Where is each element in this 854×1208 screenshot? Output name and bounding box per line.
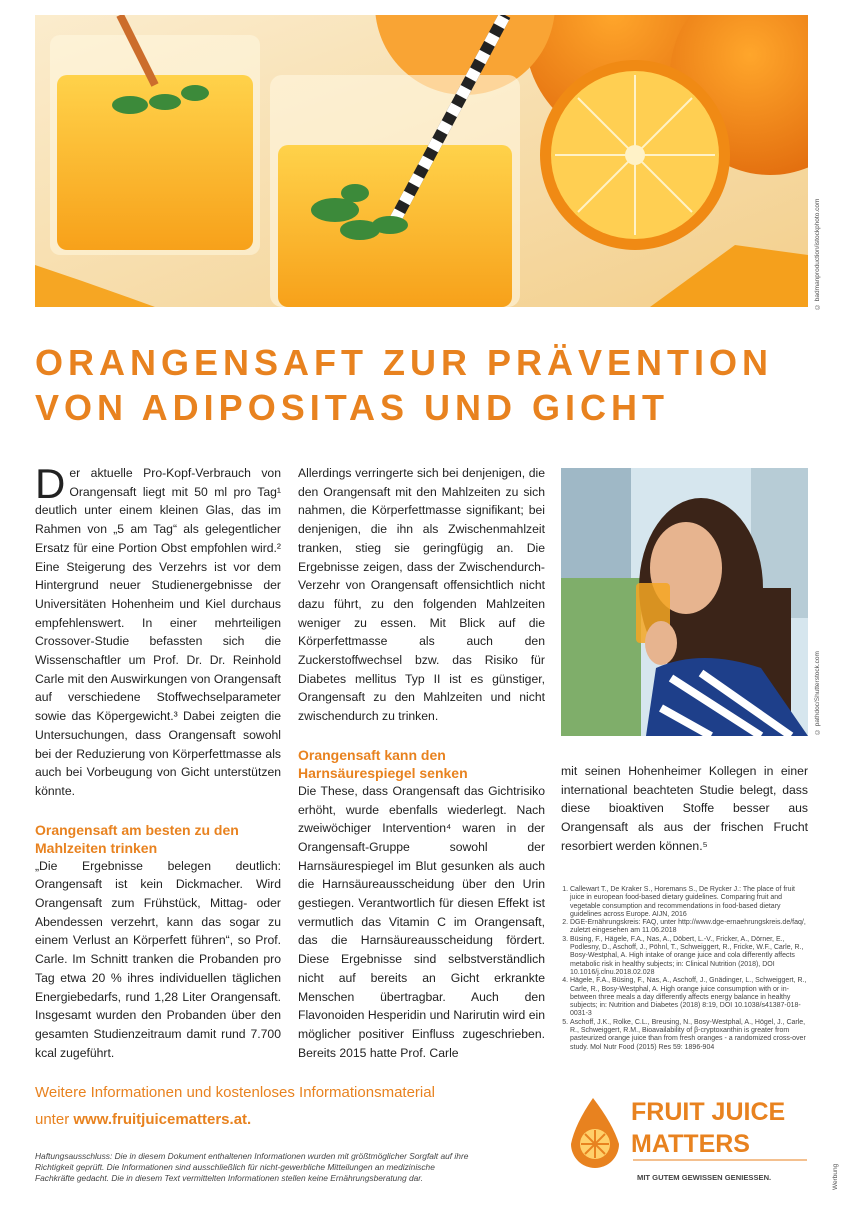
woman-illustration	[561, 468, 808, 736]
info-line: Weitere Informationen und kostenloses Informationsmaterial	[35, 1084, 435, 1101]
website-link[interactable]: www.fruitjuicematters.at.	[73, 1111, 252, 1128]
column-1	[35, 460, 281, 1062]
orange-drop-icon	[571, 1098, 619, 1168]
paragraph-bioaktiv: mit seinen Hohenheimer Kollegen in einer international beachteten Studie belegt, dass diese bioaktiven Stoffe besser aus Orangensaft als aus der frischen Frucht resorbiert werden können.⁵	[561, 764, 808, 853]
photo-credit: © pathdoc/Shutterstock.com	[814, 651, 821, 735]
drop-cap: D	[35, 460, 66, 507]
paragraph-mahlzeiten: „Die Ergebnisse belegen deutlich: Orangensaft ist kein Dickmacher. Wird Orangensaft zum Frühstück, Mittag- oder Abendessen verzehrt, kann das sogar zu einem Verlust an Körperfett führen“, so Prof. Carle. Im Schnitt tranken die Probanden pro Tag etwa 20 % ihres individuellen täglichen Energiebedarfs, rund 1,28 Liter Orangensaft. Insgesamt wurden den Probanden über den gesamten Studienzeitraum damit rund 7.700 kcal zugeführt.	[35, 858, 281, 1060]
column-3	[561, 762, 808, 856]
disclaimer: Haftungsausschluss: Die in diesem Dokument enthaltenen Informationen wurden mit größtmöglicher Sorgfalt auf ihre Richtigkeit geprüft. Die Informationen sind ausschließlich für nicht-gewerbliche Mitteilungen an medizinische Fachkräfte gedacht. Die in diesem Text vermittelten Informationen stellen keine Ernährungsberatung dar.	[35, 1151, 469, 1183]
reference-item: 4. Hägele, F.A., Büsing, F., Nas, A., Aschoff, J., Gnädinger, L., Schweiggert, R., Carle, R., Bosy-Westphal, A. High orange juice consumption with or in-between three meals a day differently affects energy balance in healthy subjects; in: Nutrition and Diabetes (2018) 8:19, DOI 10.1038/s41387-018-0031-3	[570, 977, 808, 1018]
paragraph-zwischenmahlzeit: Allerdings verringerte sich bei denjenigen, die den Orangensaft mit den Mahlzeiten zu sich nahmen, die Körperfettmasse signifikant; bei denjenigen, die ihn als Zwischenmahlzeit tranken, stieg sie geringfügig an. Die Ergebnisse zeigen, dass der Zwischendurch-Verzehr von Orangensaft offensichtlich nicht dazu führt, zu den folgenden Mahlzeiten weniger zu essen. Mit Blick auf die Körperfettmasse als auch den Zuckerstoffwechsel bzw. das Risiko für Diabetes mellitus Typ II ist es günstiger, Orangensaft zu den Mahlzeiten und nicht zwischendurch zu trinken.	[298, 466, 545, 724]
hero-credit: © badmanproduction/istockphoto.com	[814, 198, 821, 310]
reference-list	[561, 886, 808, 1052]
paragraph-gicht: Die These, dass Orangensaft das Gichtrisiko erhöht, wurde ebenfalls wiederlegt. Nach zweiwöchiger Intervention⁴ waren in der Orangensaft-Gruppe sowohl der Harnsäurespiegel im Blut gesunken als auch die Harnsäureausscheidung über den Urin gestiegen. Verantwortlich für diesen Effekt ist vermutlich das Vitamin C im Orangensaft, das die Harnsäureausscheidung fördert. Diese Ergebnisse sind selbstverständlich nicht auf bereits an Gicht erkrankte Menschen übertragbar. Auch den Flavonoiden Hesperidin und Narirutin wird ein möglicher positiver Einfluss zugeschrieben. Bereits 2015 hatte Prof. Carle	[298, 783, 545, 1060]
info-prefix: unter	[35, 1111, 70, 1128]
hero-illustration	[35, 15, 808, 307]
reference-item: 3. Büsing, F., Hägele, F.A., Nas, A., Döbert, L.-V., Fricker, A., Dörner, E., Podlesny, D., Aschoff, J., Pöhnl, T., Schweiggert, R., Fricke, W.F., Carle, R., Bosy-Westphal, A. High intake of orange juice and cola differently affects metabolic risk in healthy subjects; in: Clinical Nutrition (2018), DOI 10.1016/j.clnu.2018.02.028	[570, 936, 808, 977]
logo-line-2: MATTERS	[631, 1130, 750, 1158]
intro-text: er aktuelle Pro-Kopf-Verbrauch von Orangensaft liegt mit 50 ml pro Tag¹ deutlich unter einem kleinen Glas, das im Rahmen von „5 am Tag“ als gelegentlicher Ersatz für eine Portion Obst empfohlen wird.² Eine Steigerung des Verzehrs ist vor dem Hintergrund neuer Studienergebnisse der Universitäten Hohenheim und Kiel durchaus empfehlenswert. In einer mehrteiligen Crossover-Studie befassten sich die Wissenschaftler um Prof. Dr. Dr. Reinhold Carle mit den Auswirkungen von Orangensaft auf verschiedene Stoffwechselparameter sowie das Köpergewicht.³ Dabei zeigten die Untersuchungen, dass Orangensaft sowohl bei der Reduzierung von Körperfettmasse als auch bei Vorbeugung von Gicht unterstützen könnte.	[35, 466, 281, 798]
title-line-2: VON ADIPOSITAS UND GICHT	[35, 387, 670, 428]
logo-line-1: FRUIT JUICE	[631, 1098, 786, 1126]
column-2	[298, 464, 545, 1062]
reference-item: 2. DGE-Ernährungskreis: FAQ, unter http://www.dge-ernaehrungskreis.de/faq/, zuletzt eingesehen am 11.06.2018	[570, 919, 808, 936]
references	[561, 886, 808, 1052]
intro-paragraph	[35, 460, 281, 801]
woman-drinking-photo	[561, 468, 808, 736]
reference-item: 1. Callewart T., De Kraker S., Horemans S., De Rycker J.: The place of fruit juice in european food-based dietary guidelines. Comparing fruit and vegetable consumption and recommendations in food-based dietary guidelines across Europe. AIJN, 2016	[570, 886, 808, 919]
info-link-line	[35, 1111, 251, 1128]
subheading-mahlzeiten: Orangensaft am besten zu den Mahlzeiten trinken	[35, 821, 239, 856]
title-line-1: ORANGENSAFT ZUR PRÄVENTION	[35, 342, 774, 383]
hero-image	[35, 15, 808, 307]
fruit-juice-matters-logo	[565, 1094, 815, 1186]
reference-item: 5. Aschoff, J.K., Rolke, C.L., Breusing, N., Bosy-Westphal, A., Högel, J., Carle, R., Schweiggert, R.M., Bioavailability of β-cryptoxanthin is greater from pasteurized orange juice than from fresh oranges - a randomized cross-over study. Mol Nutr Food (2015) Res 59: 1896-904	[570, 1019, 808, 1052]
page-title	[35, 340, 815, 430]
logo-slogan: MIT GUTEM GEWISSEN GENIESSEN.	[637, 1173, 772, 1182]
subheading-harnsaeure: Orangensaft kann den Harnsäurespiegel senken	[298, 746, 468, 781]
werbung-label: Werbung	[832, 1163, 839, 1190]
